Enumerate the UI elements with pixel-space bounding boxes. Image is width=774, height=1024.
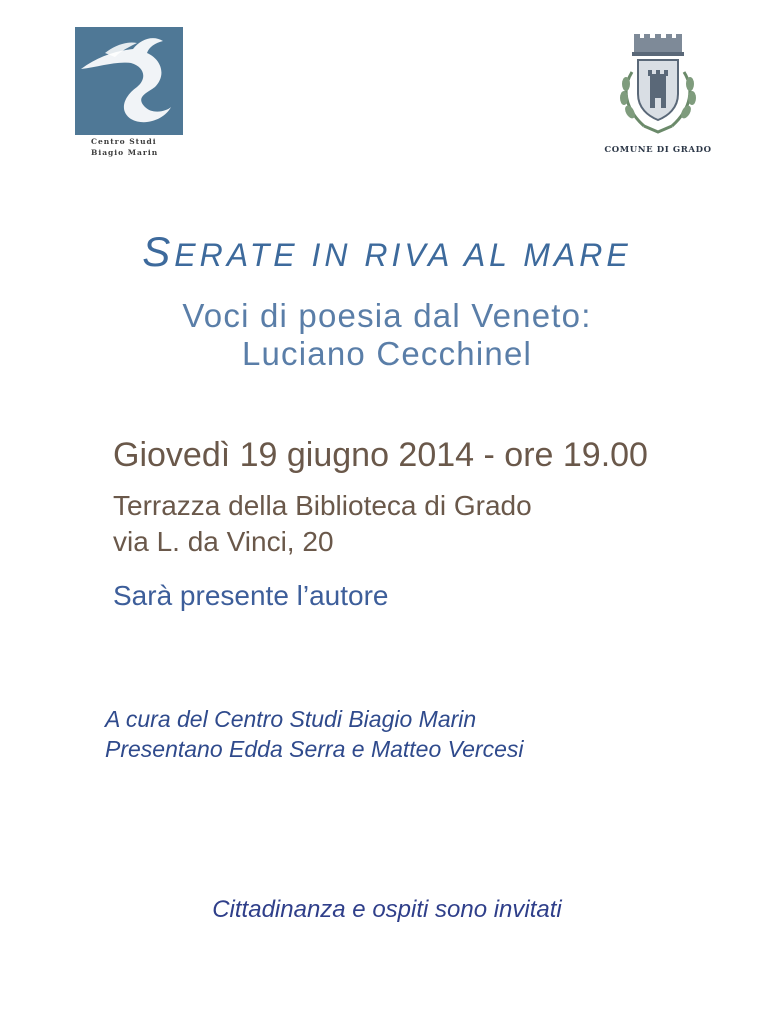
centro-studi-caption	[75, 136, 183, 158]
event-series-title-initial: S	[142, 228, 175, 275]
event-venue-line2: via L. da Vinci, 20	[113, 526, 334, 557]
centro-studi-logo-icon	[75, 27, 183, 135]
event-venue	[113, 488, 532, 560]
author-presence-note: Sarà presente l’autore	[113, 580, 389, 611]
comune-di-grado-caption: COMUNE DI GRADO	[604, 145, 712, 155]
event-series-title	[0, 228, 774, 276]
event-subtitle-line2: Luciano Cecchinel	[241, 335, 533, 372]
credits-line2: Presentano Edda Serra e Matteo Vercesi	[105, 736, 524, 762]
invitation-footer: Cittadinanza e ospiti sono invitati	[212, 896, 562, 923]
grado-coat-of-arms-icon	[610, 32, 706, 140]
event-subtitle-line1: Voci di poesia dal Veneto:	[182, 297, 592, 334]
event-subtitle	[0, 297, 774, 373]
event-venue-line1: Terrazza della Biblioteca di Grado	[113, 490, 532, 521]
centro-studi-caption-line1: Centro Studi	[91, 137, 157, 146]
credits-line1: A cura del Centro Studi Biagio Marin	[105, 706, 477, 732]
event-date-time: Giovedì 19 giugno 2014 - ore 19.00	[113, 436, 648, 474]
centro-studi-caption-line2: Biagio Marin	[91, 148, 159, 157]
event-series-title-rest: ERATE IN RIVA AL MARE	[174, 237, 632, 273]
event-credits	[105, 704, 524, 764]
